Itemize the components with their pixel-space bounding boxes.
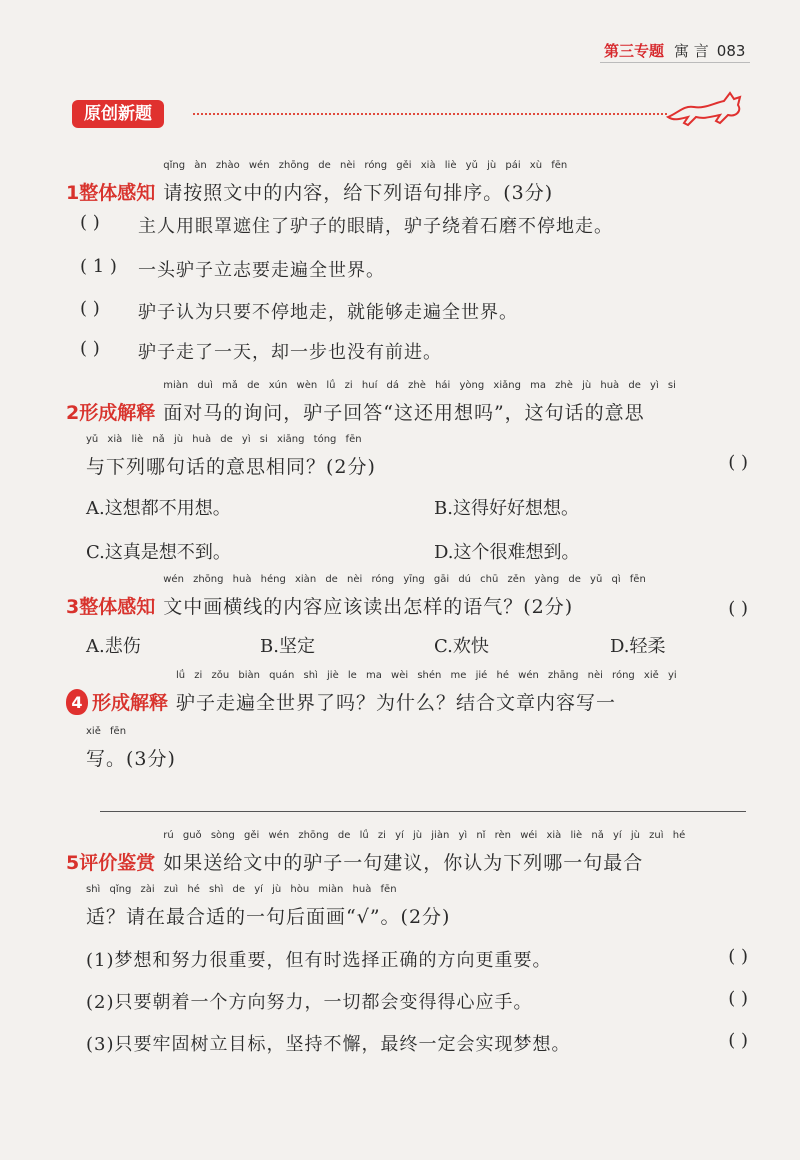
q5-stem-1: 如果送给文中的驴子一句建议，你认为下列哪一句最合 [163,852,644,874]
q2-answer-paren[interactable]: ( ) [728,452,748,473]
page-number: 083 [716,42,746,60]
hot-question-flame-icon: 4 [66,689,88,715]
q3-option-d[interactable]: D.轻柔 [610,636,666,657]
question-4 [66,670,748,715]
question-5 [66,830,748,875]
q2-stem-1: 面对马的询问，驴子回答“这还用想吗”，这句话的意思 [163,402,645,424]
q4-pinyin-1: lǘ zi zǒu biàn quán shì jiè le ma wèi shén me jié hé wén zhāng nèi róng xiě yi [176,670,677,681]
q1-item-text: 主人用眼罩遮住了驴子的眼睛，驴子绕着石磨不停地走。 [138,216,613,237]
q1-answer-slot[interactable]: ( 1 ) [80,256,117,277]
q2-stem-2: 与下列哪句话的意思相同？(2分) [86,456,376,478]
cat-icon [664,87,748,131]
q1-item-text: 一头驴子立志要走遍全世界。 [138,260,385,281]
q1-answer-slot[interactable]: ( ) [80,212,100,233]
dotted-divider [193,113,667,115]
question-1 [66,160,748,205]
section-badge: 原创新题 [72,100,164,128]
q5-tag: 5评价鉴赏 [66,852,156,874]
q5-item-text: (2)只要朝着一个方向努力，一切都会变得得心应手。 [86,992,533,1013]
q5-answer-paren[interactable]: ( ) [728,988,748,1009]
q4-tag: 形成解释 [92,692,169,714]
running-header [604,40,745,61]
q1-answer-slot[interactable]: ( ) [80,298,100,319]
q1-pinyin: qǐng àn zhào wén zhōng de nèi róng gěi xià liè yǔ jù pái xù fēn [163,160,568,171]
q3-pinyin: wén zhōng huà héng xiàn de nèi róng yīng gāi dú chū zěn yàng de yǔ qì fēn [163,574,646,585]
subject-title: 寓 言 [674,42,709,60]
q3-answer-paren[interactable]: ( ) [728,598,748,619]
q3-option-b[interactable]: B.坚定 [260,636,315,657]
q2-option-b[interactable]: B.这得好好想想。 [434,498,579,519]
q5-stem-2: 适？请在最合适的一句后面画“√”。(2分) [86,906,451,928]
q2-option-d[interactable]: D.这个很难想到。 [434,542,580,563]
question-3 [66,574,748,619]
q1-stem: 请按照文中的内容，给下列语句排序。(3分) [163,182,554,204]
q2-tag: 2形成解释 [66,402,156,424]
q4-stem-2: 写。(3分) [86,748,176,770]
q5-item-text: (3)只要牢固树立目标，坚持不懈，最终一定会实现梦想。 [86,1034,571,1055]
answer-writing-line[interactable] [100,811,746,812]
q3-stem: 文中画横线的内容应该读出怎样的语气？(2分) [163,596,574,618]
q2-pinyin-2: yǔ xià liè nǎ jù huà de yì si xiāng tóng fēn [86,434,362,445]
q1-item-text: 驴子认为只要不停地走，就能够走遍全世界。 [138,302,518,323]
q1-tag: 1整体感知 [66,182,156,204]
q2-pinyin-1: miàn duì mǎ de xún wèn lǘ zi huí dá zhè hái yòng xiǎng ma zhè jù huà de yì si [163,380,676,391]
q3-option-a[interactable]: A.悲伤 [86,636,141,657]
q3-option-c[interactable]: C.欢快 [434,636,489,657]
q5-item-text: (1)梦想和努力很重要，但有时选择正确的方向更重要。 [86,950,552,971]
q5-pinyin-1: rú guǒ sòng gěi wén zhōng de lǘ zi yí jù jiàn yì nǐ rèn wéi xià liè nǎ yí jù zuì hé [163,830,686,841]
q2-option-c[interactable]: C.这真是想不到。 [86,542,231,563]
q5-answer-paren[interactable]: ( ) [728,946,748,967]
section-title: 第三专题 [604,42,665,60]
q2-option-a[interactable]: A.这想都不用想。 [86,498,231,519]
question-2 [66,380,748,425]
q5-pinyin-2: shì qǐng zài zuì hé shì de yí jù hòu miàn huà fēn [86,884,397,895]
q4-stem-1: 驴子走遍全世界了吗？为什么？结合文章内容写一 [176,692,617,714]
q1-answer-slot[interactable]: ( ) [80,338,100,359]
q4-pinyin-2: xiě fēn [86,726,127,737]
q3-tag: 3整体感知 [66,596,156,618]
q1-item-text: 驴子走了一天，却一步也没有前进。 [138,342,442,363]
header-rule [600,62,750,63]
q5-answer-paren[interactable]: ( ) [728,1030,748,1051]
